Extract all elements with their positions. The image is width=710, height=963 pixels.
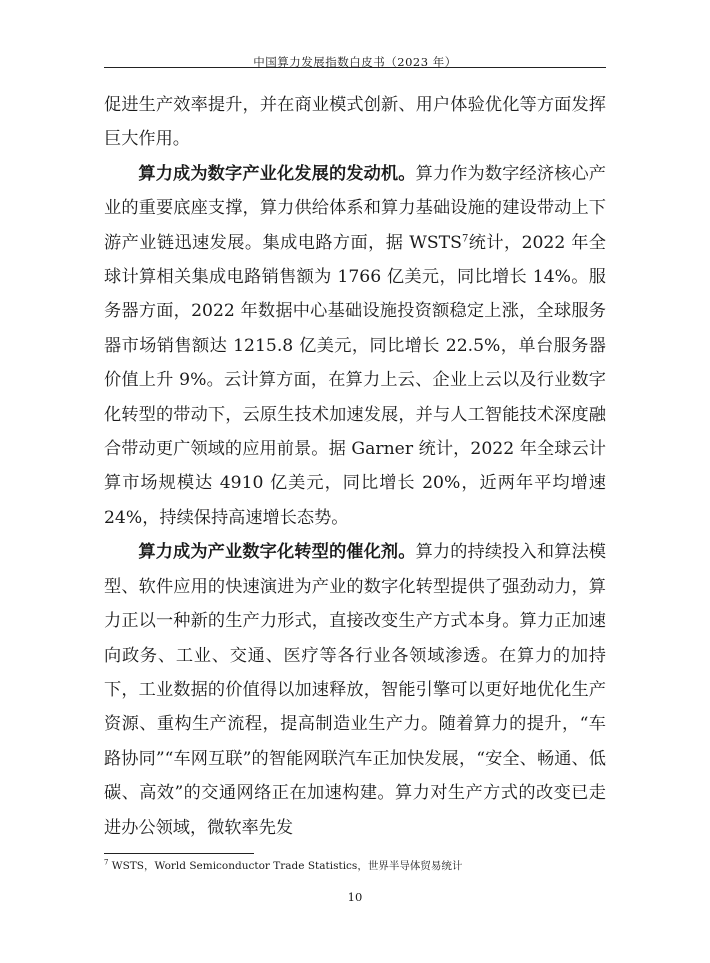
paragraph-digital-industrialization — [104, 157, 606, 535]
footnote-text: WSTS，World Semiconductor Trade Statistics，世界半导体贸易统计 — [108, 860, 463, 872]
paragraph-text: 统计，2022 年全球计算相关集成电路销售额为 1766 亿美元，同比增长 14%。服务器方面，2022 年数据中心基础设施投资额稳定上涨，全球服务器市场销售额达 1215.8 亿美元，同比增长 22.5%，单台服务器价值上升 9%。云计算方面，在算力上云、企业上云以及行业数字化转型的带动下，云原生技术加速发展，并与人工智能技术深度融合带动更广领域的应用前景。据 Garner 统计，2022 年全球云计算市场规模达 4910 亿美元，同比增长 20%，近两年平均增速 24%，持续保持高速增长态势。 — [104, 232, 606, 528]
header-rule — [104, 67, 606, 68]
footnote — [104, 859, 606, 874]
paragraph-lead-heading: 算力成为产业数字化转型的催化剂。 — [138, 542, 416, 563]
paragraph-text: 算力作为数字经济核心产业的重要底座支撑，算力供给体系和算力基础设施的建设带动上下游产业链迅速发展。集成电路方面，据 WSTS — [104, 163, 606, 253]
running-header: 中国算力发展指数白皮书（2023 年） — [253, 55, 457, 69]
footnote-reference: 7 — [461, 232, 469, 244]
paragraph-continuation: 促进生产效率提升，并在商业模式创新、用户体验优化等方面发挥巨大作用。 — [104, 95, 606, 150]
paragraph-text: 算力的持续投入和算法模型、软件应用的快速演进为产业的数字化转型提供了强劲动力，算力正以一种新的生产力形式，直接改变生产方式本身。算力正加速向政务、工业、交通、医疗等各行业各领域渗透。在算力的加持下，工业数据的价值得以加速释放，智能引擎可以更好地优化生产资源、重构生产流程，提高制造业生产力。随着算力的提升，“车路协同”“车网互联”的智能网联汽车正加快发展，“安全、畅通、低碳、高效”的交通网络正在加速构建。算力对生产方式的改变已走进办公领域，微软率先发 — [104, 542, 606, 838]
body-text — [104, 88, 606, 845]
paragraph-industrial-digitalization — [104, 535, 606, 845]
paragraph-lead-heading: 算力成为数字产业化发展的发动机。 — [138, 163, 416, 184]
footnote-marker: 7 — [104, 858, 109, 867]
page-number: 10 — [347, 890, 363, 904]
footnote-rule — [104, 853, 254, 854]
